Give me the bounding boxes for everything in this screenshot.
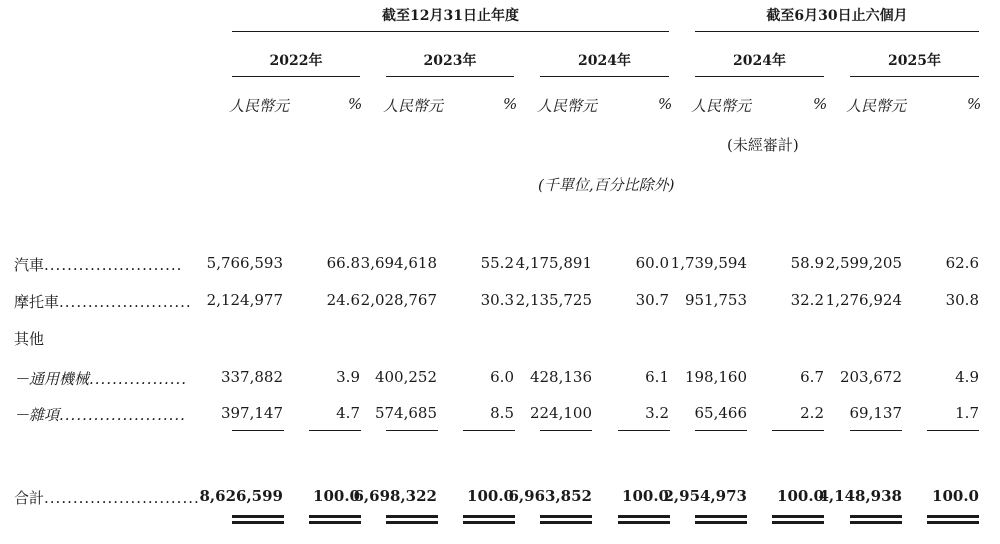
cell-misc-h2025-pct: 1.7 (955, 404, 979, 422)
subtotal-rule (618, 430, 670, 431)
cell-misc-2024-pct: 3.2 (645, 404, 669, 422)
unit-pct-2023: % (503, 95, 518, 113)
cell-motorcycle-h2024-rmb: 951,753 (684, 291, 747, 309)
year-header-2023: 2023年 (423, 53, 477, 69)
year-rule-2024-full (540, 76, 669, 77)
year-header-2022: 2022年 (269, 53, 323, 69)
unit-pct-2024-full: % (658, 95, 673, 113)
cell-motorcycle-2024-rmb: 2,135,725 (515, 291, 592, 309)
total-double-rule (463, 515, 515, 518)
cell-misc-h2025-rmb: 69,137 (849, 404, 902, 422)
cell-motorcycle-h2025-rmb: 1,276,924 (825, 291, 902, 309)
total-double-rule (232, 521, 284, 524)
cell-total-h2024-rmb: 2,954,973 (663, 487, 747, 505)
period-header-half-year: 截至6月30日止六個月 (766, 8, 908, 24)
cell-total-2024-pct: 100.0 (622, 487, 669, 505)
cell-total-2022-rmb: 8,626,599 (199, 487, 283, 505)
period-rule-half-year (695, 31, 979, 32)
cell-misc-2024-rmb: 224,100 (529, 404, 592, 422)
cell-machinery-2023-pct: 6.0 (490, 368, 514, 386)
total-double-rule (927, 521, 979, 524)
cell-automobile-2022-pct: 66.8 (326, 254, 360, 272)
total-double-rule (618, 521, 670, 524)
cell-automobile-2023-rmb: 3,694,618 (360, 254, 437, 272)
subtotal-rule (850, 430, 902, 431)
unit-pct-2025: % (967, 95, 982, 113)
subtotal-rule (463, 430, 515, 431)
total-double-rule (386, 521, 438, 524)
unaudited-note: (未經審計) (727, 136, 799, 154)
cell-total-h2025-rmb: 4,148,938 (818, 487, 902, 505)
subtotal-rule (927, 430, 979, 431)
cell-automobile-2022-rmb: 5,766,593 (206, 254, 283, 272)
cell-misc-2023-pct: 8.5 (490, 404, 514, 422)
unit-rmb-2023: 人民幣元 (383, 97, 444, 115)
cell-automobile-2024-rmb: 4,175,891 (515, 254, 592, 272)
unit-rmb-2022: 人民幣元 (229, 97, 290, 115)
cell-misc-2022-pct: 4.7 (336, 404, 360, 422)
cell-machinery-2022-rmb: 337,882 (220, 368, 283, 386)
cell-total-2024-rmb: 6,963,852 (508, 487, 592, 505)
total-double-rule (232, 515, 284, 518)
total-double-rule (850, 515, 902, 518)
cell-machinery-2023-rmb: 400,252 (374, 368, 437, 386)
cell-total-2023-pct: 100.0 (467, 487, 514, 505)
cell-machinery-h2024-rmb: 198,160 (684, 368, 747, 386)
total-double-rule (618, 515, 670, 518)
cell-misc-2022-rmb: 397,147 (220, 404, 283, 422)
year-header-2024-full: 2024年 (578, 53, 631, 69)
cell-total-2022-pct: 100.0 (313, 487, 360, 505)
cell-misc-h2024-rmb: 65,466 (694, 404, 747, 422)
subtotal-rule (540, 430, 592, 431)
total-double-rule (772, 521, 824, 524)
total-double-rule (695, 515, 747, 518)
cell-motorcycle-h2024-pct: 32.2 (790, 291, 824, 309)
cell-machinery-2024-pct: 6.1 (645, 368, 669, 386)
row-label-miscellaneous: －雜項...................... (14, 406, 186, 424)
total-double-rule (540, 515, 592, 518)
year-rule-2024-half (695, 76, 824, 77)
year-rule-2023 (386, 76, 514, 77)
total-double-rule (695, 521, 747, 524)
period-header-full-year: 截至12月31日止年度 (382, 8, 519, 24)
cell-total-h2024-pct: 100.0 (777, 487, 824, 505)
cell-automobile-h2024-rmb: 1,739,594 (670, 254, 747, 272)
total-double-rule (309, 521, 361, 524)
cell-machinery-h2024-pct: 6.7 (800, 368, 824, 386)
cell-machinery-h2025-rmb: 203,672 (839, 368, 902, 386)
cell-misc-2023-rmb: 574,685 (374, 404, 437, 422)
cell-motorcycle-2022-rmb: 2,124,977 (206, 291, 283, 309)
total-double-rule (927, 515, 979, 518)
cell-automobile-h2024-pct: 58.9 (790, 254, 824, 272)
cell-automobile-2024-pct: 60.0 (635, 254, 669, 272)
year-rule-2025 (850, 76, 979, 77)
unit-rmb-2024-full: 人民幣元 (537, 97, 598, 115)
cell-motorcycle-2022-pct: 24.6 (326, 291, 360, 309)
total-double-rule (850, 521, 902, 524)
row-label-motorcycle: 摩托車....................... (14, 293, 192, 311)
unit-note: (千單位,百分比除外) (538, 176, 675, 194)
total-double-rule (386, 515, 438, 518)
unit-rmb-2025: 人民幣元 (846, 97, 907, 115)
row-label-total: 合計........................... (14, 489, 200, 507)
year-header-2025: 2025年 (888, 53, 941, 69)
cell-motorcycle-2023-rmb: 2,028,767 (360, 291, 437, 309)
cell-misc-h2024-pct: 2.2 (800, 404, 824, 422)
cell-machinery-2022-pct: 3.9 (336, 368, 360, 386)
subtotal-rule (232, 430, 284, 431)
unit-rmb-2024-half: 人民幣元 (691, 97, 752, 115)
unit-pct-2024-half: % (813, 95, 828, 113)
total-double-rule (540, 521, 592, 524)
cell-motorcycle-h2025-pct: 30.8 (945, 291, 979, 309)
total-double-rule (772, 515, 824, 518)
subtotal-rule (309, 430, 361, 431)
cell-machinery-2024-rmb: 428,136 (529, 368, 592, 386)
unit-pct-2022: % (348, 95, 363, 113)
total-double-rule (463, 521, 515, 524)
cell-automobile-h2025-pct: 62.6 (945, 254, 979, 272)
total-double-rule (309, 515, 361, 518)
row-label-automobile: 汽車........................ (14, 256, 183, 274)
cell-automobile-h2025-rmb: 2,599,205 (825, 254, 902, 272)
cell-automobile-2023-pct: 55.2 (480, 254, 514, 272)
row-label-others: 其他 (14, 330, 45, 348)
row-label-general-machinery: －通用機械................. (14, 370, 188, 388)
cell-machinery-h2025-pct: 4.9 (955, 368, 979, 386)
subtotal-rule (386, 430, 438, 431)
subtotal-rule (695, 430, 747, 431)
subtotal-rule (772, 430, 824, 431)
cell-total-2023-rmb: 6,698,322 (353, 487, 437, 505)
cell-motorcycle-2023-pct: 30.3 (480, 291, 514, 309)
cell-total-h2025-pct: 100.0 (932, 487, 979, 505)
period-rule-full-year (232, 31, 669, 32)
cell-motorcycle-2024-pct: 30.7 (635, 291, 669, 309)
year-header-2024-half: 2024年 (733, 53, 786, 69)
year-rule-2022 (232, 76, 360, 77)
